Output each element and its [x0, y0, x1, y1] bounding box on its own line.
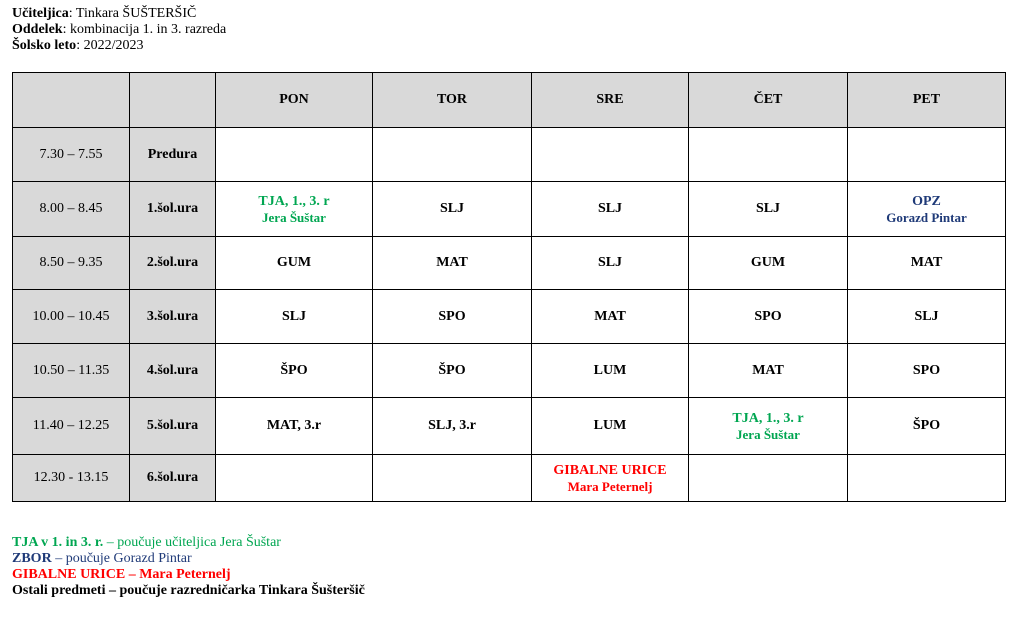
subject-name: SLJ: [914, 308, 939, 324]
day-header: PET: [848, 73, 1006, 128]
subject-cell: [532, 398, 689, 455]
subject-name: SLJ: [755, 201, 781, 216]
subject-name: SLJ: [597, 201, 623, 216]
schedule-row: [13, 182, 1006, 237]
subject-cell: [848, 237, 1006, 290]
teacher-label: Učiteljica: [12, 6, 69, 21]
subject-name: GUM: [276, 255, 312, 270]
subject-cell: [532, 128, 689, 182]
subject-cell: [532, 237, 689, 290]
subject-cell: [848, 182, 1006, 237]
subject-name: TJA, 1., 3. r: [732, 410, 804, 426]
subject-cell: [532, 182, 689, 237]
period-cell: 1.šol.ura: [130, 182, 216, 237]
header-empty-time: [13, 73, 130, 128]
period-cell: 4.šol.ura: [130, 344, 216, 398]
subject-name: SLJ: [281, 308, 307, 324]
legend-tja: [12, 535, 365, 551]
time-cell: 10.50 – 11.35: [13, 344, 130, 398]
class-value: : kombinacija 1. in 3. razreda: [62, 22, 227, 37]
time-cell: 8.00 – 8.45: [13, 182, 130, 237]
subject-cell: [532, 455, 689, 502]
time-cell: 12.30 - 13.15: [13, 455, 130, 502]
subject-name: LUM: [593, 418, 627, 433]
subject-cell: [373, 398, 532, 455]
class-label: Oddelek: [12, 22, 63, 37]
legend-tja-title: TJA v 1. in 3. r.: [12, 535, 104, 550]
subject-name: ŠPO: [438, 362, 466, 378]
teacher-line: [12, 6, 226, 22]
subject-cell: [689, 398, 848, 455]
subject-name: SLJ, 3.r: [428, 418, 476, 433]
subject-cell: [848, 128, 1006, 182]
subject-cell: [689, 128, 848, 182]
subject-name: ŠPO: [912, 418, 941, 433]
teacher-value: : Tinkara ŠUŠTERŠIČ: [68, 6, 197, 21]
subject-cell: [216, 237, 373, 290]
subject-cell: [532, 290, 689, 344]
subject-cell: [689, 290, 848, 344]
subject-name: LUM: [593, 362, 627, 378]
time-cell: 8.50 – 9.35: [13, 237, 130, 290]
subject-name: MAT: [752, 362, 784, 378]
day-header: PON: [216, 73, 373, 128]
subject-name: MAT: [910, 255, 943, 270]
subject-name: GIBALNE URICE: [553, 462, 667, 478]
subject-cell: [848, 455, 1006, 502]
legend-ostali: [12, 583, 365, 599]
legend-zbor-text: – poučuje Gorazd Pintar: [51, 551, 192, 566]
subject-name: MAT, 3.r: [266, 418, 322, 433]
period-cell: 3.šol.ura: [130, 290, 216, 344]
day-header: SRE: [532, 73, 689, 128]
subject-teacher: Gorazd Pintar: [886, 209, 967, 225]
period-cell: 2.šol.ura: [130, 237, 216, 290]
subject-name: GUM: [750, 255, 786, 270]
subject-cell: [689, 455, 848, 502]
class-line: [12, 22, 226, 38]
subject-name: SPO: [912, 362, 941, 378]
schedule-row: [13, 344, 1006, 398]
header-empty-hour: [130, 73, 216, 128]
subject-cell: [373, 128, 532, 182]
subject-cell: [848, 290, 1006, 344]
day-header-row: [13, 73, 1006, 128]
subject-cell: [216, 398, 373, 455]
legend-gibalne: [12, 567, 365, 583]
subject-name: MAT: [594, 308, 626, 324]
subject-name: SLJ: [439, 201, 465, 216]
subject-cell: [373, 290, 532, 344]
subject-cell: [216, 344, 373, 398]
subject-cell: [373, 455, 532, 502]
year-label: Šolsko leto: [12, 38, 77, 53]
document-header: [12, 6, 226, 54]
subject-name: OPZ: [912, 193, 941, 209]
time-cell: 10.00 – 10.45: [13, 290, 130, 344]
subject-cell: [216, 128, 373, 182]
schedule-row: [13, 237, 1006, 290]
legend-zbor-title: ZBOR: [12, 551, 52, 566]
subject-cell: [373, 344, 532, 398]
subject-cell: [848, 344, 1006, 398]
subject-cell: [373, 182, 532, 237]
subject-cell: [689, 182, 848, 237]
legend-zbor: [12, 551, 365, 567]
period-cell: 6.šol.ura: [130, 455, 216, 502]
subject-cell: [532, 344, 689, 398]
subject-teacher: Jera Šuštar: [736, 426, 800, 442]
subject-teacher: Jera Šuštar: [262, 209, 326, 225]
schedule-row: [13, 398, 1006, 455]
subject-cell: [373, 237, 532, 290]
legend: [12, 535, 365, 599]
year-value: : 2022/2023: [76, 38, 144, 53]
subject-name: MAT: [436, 255, 468, 270]
subject-cell: [216, 455, 373, 502]
subject-cell: [848, 398, 1006, 455]
legend-tja-text: – poučuje učiteljica Jera Šuštar: [103, 535, 281, 550]
schedule-table: [12, 72, 1006, 502]
schedule-row: [13, 128, 1006, 182]
legend-gibalne-text: GIBALNE URICE – Mara Peternelj: [12, 567, 231, 582]
legend-ostali-text: Ostali predmeti – poučuje razredničarka Tinkara Šušteršič: [12, 583, 365, 598]
subject-cell: [689, 237, 848, 290]
subject-name: SPO: [754, 308, 782, 324]
schedule-row: [13, 455, 1006, 502]
subject-cell: [216, 182, 373, 237]
day-header: TOR: [373, 73, 532, 128]
period-cell: 5.šol.ura: [130, 398, 216, 455]
year-line: [12, 38, 226, 54]
subject-name: SLJ: [597, 255, 623, 270]
subject-name: TJA, 1., 3. r: [258, 193, 330, 209]
day-header: ČET: [689, 73, 848, 128]
subject-cell: [216, 290, 373, 344]
subject-cell: [689, 344, 848, 398]
period-cell: Predura: [130, 128, 216, 182]
subject-name: ŠPO: [280, 362, 308, 378]
schedule-row: [13, 290, 1006, 344]
time-cell: 7.30 – 7.55: [13, 128, 130, 182]
subject-teacher: Mara Peternelj: [567, 478, 653, 494]
time-cell: 11.40 – 12.25: [13, 398, 130, 455]
subject-name: SPO: [438, 308, 466, 324]
